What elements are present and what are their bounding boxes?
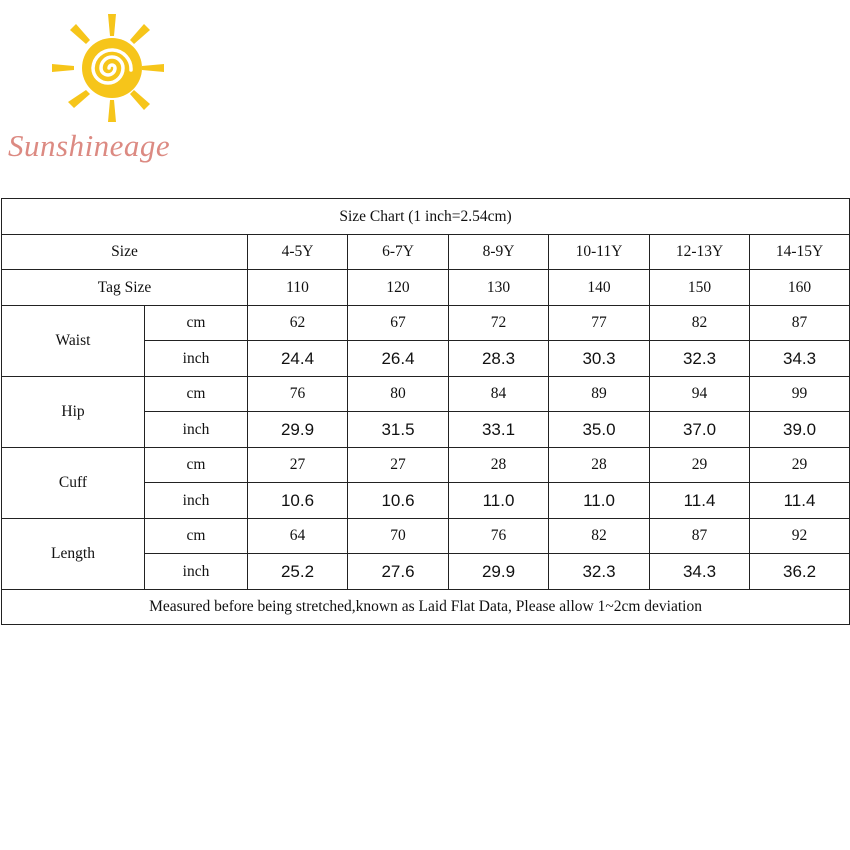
size-cell: 10-11Y xyxy=(549,234,650,270)
measure-label-cuff: Cuff xyxy=(2,447,145,518)
size-cell: 12-13Y xyxy=(650,234,750,270)
size-cell: 14-15Y xyxy=(750,234,850,270)
value-cell: 72 xyxy=(449,305,549,341)
value-cell: 76 xyxy=(248,376,348,412)
tag-cell: 120 xyxy=(348,270,449,306)
value-cell: 29.9 xyxy=(248,412,348,448)
value-cell: 34.3 xyxy=(650,554,750,590)
value-cell: 87 xyxy=(750,305,850,341)
unit-inch: inch xyxy=(145,554,248,590)
value-cell: 64 xyxy=(248,518,348,554)
value-cell: 11.0 xyxy=(449,483,549,519)
tag-cell: 160 xyxy=(750,270,850,306)
value-cell: 67 xyxy=(348,305,449,341)
unit-cm: cm xyxy=(145,376,248,412)
size-cell: 8-9Y xyxy=(449,234,549,270)
tag-cell: 150 xyxy=(650,270,750,306)
value-cell: 29.9 xyxy=(449,554,549,590)
caption-row xyxy=(2,199,850,235)
value-cell: 27 xyxy=(248,447,348,483)
value-cell: 35.0 xyxy=(549,412,650,448)
value-cell: 26.4 xyxy=(348,341,449,377)
value-cell: 11.0 xyxy=(549,483,650,519)
value-cell: 24.4 xyxy=(248,341,348,377)
value-cell: 27.6 xyxy=(348,554,449,590)
value-cell: 11.4 xyxy=(750,483,850,519)
unit-cm: cm xyxy=(145,305,248,341)
value-cell: 82 xyxy=(549,518,650,554)
unit-inch: inch xyxy=(145,483,248,519)
tag-label: Tag Size xyxy=(2,270,248,306)
value-cell: 89 xyxy=(549,376,650,412)
tag-cell: 140 xyxy=(549,270,650,306)
value-cell: 70 xyxy=(348,518,449,554)
value-cell: 77 xyxy=(549,305,650,341)
size-cell: 6-7Y xyxy=(348,234,449,270)
value-cell: 36.2 xyxy=(750,554,850,590)
cuff-cm-row xyxy=(2,447,850,483)
measure-label-waist: Waist xyxy=(2,305,145,376)
value-cell: 28 xyxy=(449,447,549,483)
value-cell: 10.6 xyxy=(248,483,348,519)
brand-name: Sunshineage xyxy=(8,128,171,163)
footer-row xyxy=(2,589,850,625)
size-label: Size xyxy=(2,234,248,270)
value-cell: 10.6 xyxy=(348,483,449,519)
value-cell: 84 xyxy=(449,376,549,412)
measure-label-length: Length xyxy=(2,518,145,589)
unit-inch: inch xyxy=(145,412,248,448)
waist-cm-row xyxy=(2,305,850,341)
value-cell: 32.3 xyxy=(549,554,650,590)
table-footer-note: Measured before being stretched,known as Laid Flat Data, Please allow 1~2cm deviation xyxy=(2,589,850,625)
tag-cell: 110 xyxy=(248,270,348,306)
unit-inch: inch xyxy=(145,341,248,377)
unit-cm: cm xyxy=(145,518,248,554)
tag-cell: 130 xyxy=(449,270,549,306)
value-cell: 92 xyxy=(750,518,850,554)
measure-label-hip: Hip xyxy=(2,376,145,447)
value-cell: 31.5 xyxy=(348,412,449,448)
value-cell: 29 xyxy=(650,447,750,483)
sun-icon xyxy=(40,12,180,132)
value-cell: 94 xyxy=(650,376,750,412)
value-cell: 30.3 xyxy=(549,341,650,377)
value-cell: 80 xyxy=(348,376,449,412)
value-cell: 33.1 xyxy=(449,412,549,448)
value-cell: 29 xyxy=(750,447,850,483)
value-cell: 62 xyxy=(248,305,348,341)
table-caption: Size Chart (1 inch=2.54cm) xyxy=(2,199,850,235)
tag-row xyxy=(2,270,850,306)
value-cell: 99 xyxy=(750,376,850,412)
value-cell: 87 xyxy=(650,518,750,554)
value-cell: 76 xyxy=(449,518,549,554)
length-cm-row xyxy=(2,518,850,554)
unit-cm: cm xyxy=(145,447,248,483)
value-cell: 37.0 xyxy=(650,412,750,448)
size-chart-table xyxy=(1,198,850,625)
value-cell: 28 xyxy=(549,447,650,483)
value-cell: 39.0 xyxy=(750,412,850,448)
hip-cm-row xyxy=(2,376,850,412)
brand-logo xyxy=(0,0,230,180)
value-cell: 34.3 xyxy=(750,341,850,377)
value-cell: 25.2 xyxy=(248,554,348,590)
value-cell: 32.3 xyxy=(650,341,750,377)
size-cell: 4-5Y xyxy=(248,234,348,270)
value-cell: 27 xyxy=(348,447,449,483)
value-cell: 11.4 xyxy=(650,483,750,519)
size-row xyxy=(2,234,850,270)
value-cell: 82 xyxy=(650,305,750,341)
value-cell: 28.3 xyxy=(449,341,549,377)
